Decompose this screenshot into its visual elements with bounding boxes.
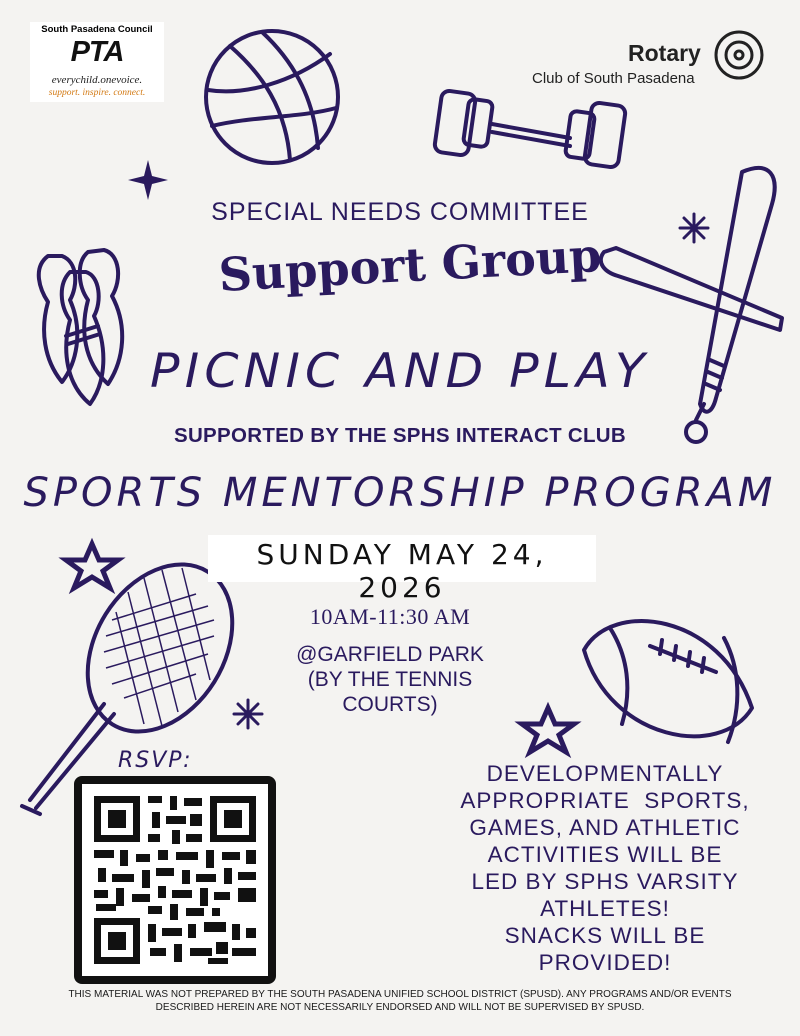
committee-heading: SPECIAL NEEDS COMMITTEE — [211, 198, 589, 226]
details-line: APPROPRIATE SPORTS, — [460, 788, 750, 813]
details-line: ACTIVITIES WILL BE — [487, 842, 723, 867]
pta-tagline-secondary: support. inspire. connect. — [48, 88, 146, 98]
event-location — [260, 642, 520, 717]
picnic-heading: PICNIC AND PLAY — [150, 344, 650, 399]
details-line: PROVIDED! — [538, 950, 672, 975]
program-details — [438, 760, 772, 976]
details-line: LED BY SPHS VARSITY — [471, 869, 739, 894]
star-icon — [522, 708, 574, 752]
rsvp-label: RSVP: — [118, 748, 193, 773]
details-line: SNACKS WILL BE — [504, 923, 706, 948]
rotary-wheel-icon — [716, 32, 762, 78]
rotary-name: Rotary — [628, 40, 701, 66]
pta-tagline: everychild.onevoice. — [51, 74, 143, 86]
volleyball-icon — [206, 31, 338, 163]
star-icon — [66, 544, 118, 588]
details-line: GAMES, AND ATHLETIC — [469, 815, 741, 840]
disclaimer-line: DESCRIBED HEREIN ARE NOT NECESSARILY ENDORSED AND WILL NOT BE SUPERVISED BY SPUSD. — [155, 1001, 645, 1013]
pta-council-text: South Pasadena Council — [41, 24, 153, 35]
location-line: COURTS) — [342, 693, 438, 716]
location-line: @GARFIELD PARK — [296, 643, 484, 666]
sparkle-icon — [128, 160, 168, 200]
dumbbell-icon — [434, 90, 626, 168]
program-heading: SPORTS MENTORSHIP PROGRAM — [23, 470, 777, 516]
support-group-title: Support Group — [217, 228, 603, 302]
event-date: SUNDAY MAY 24, 2026 — [256, 538, 548, 604]
qr-code-icon[interactable] — [82, 784, 268, 976]
details-line: ATHLETES! — [540, 896, 670, 921]
qr-code-graphic — [82, 784, 268, 976]
pta-logo — [30, 22, 164, 102]
football-icon — [584, 621, 752, 742]
rotary-club-name: Club of South Pasadena — [532, 70, 695, 87]
pta-wordmark: PTA — [70, 36, 124, 68]
supported-by-text: SUPPORTED BY THE SPHS INTERACT CLUB — [173, 424, 627, 447]
disclaimer-line: THIS MATERIAL WAS NOT PREPARED BY THE SOUTH PASADENA UNIFIED SCHOOL DISTRICT (SPUSD). ANY PROGRAMS AND/OR EVENTS — [68, 989, 732, 1000]
sparkle-icon — [234, 700, 262, 728]
disclaimer — [30, 989, 770, 1014]
details-line: DEVELOPMENTALLY — [486, 761, 724, 786]
event-time: 10AM-11:30 AM — [309, 604, 471, 629]
location-line: (BY THE TENNIS — [307, 668, 473, 691]
